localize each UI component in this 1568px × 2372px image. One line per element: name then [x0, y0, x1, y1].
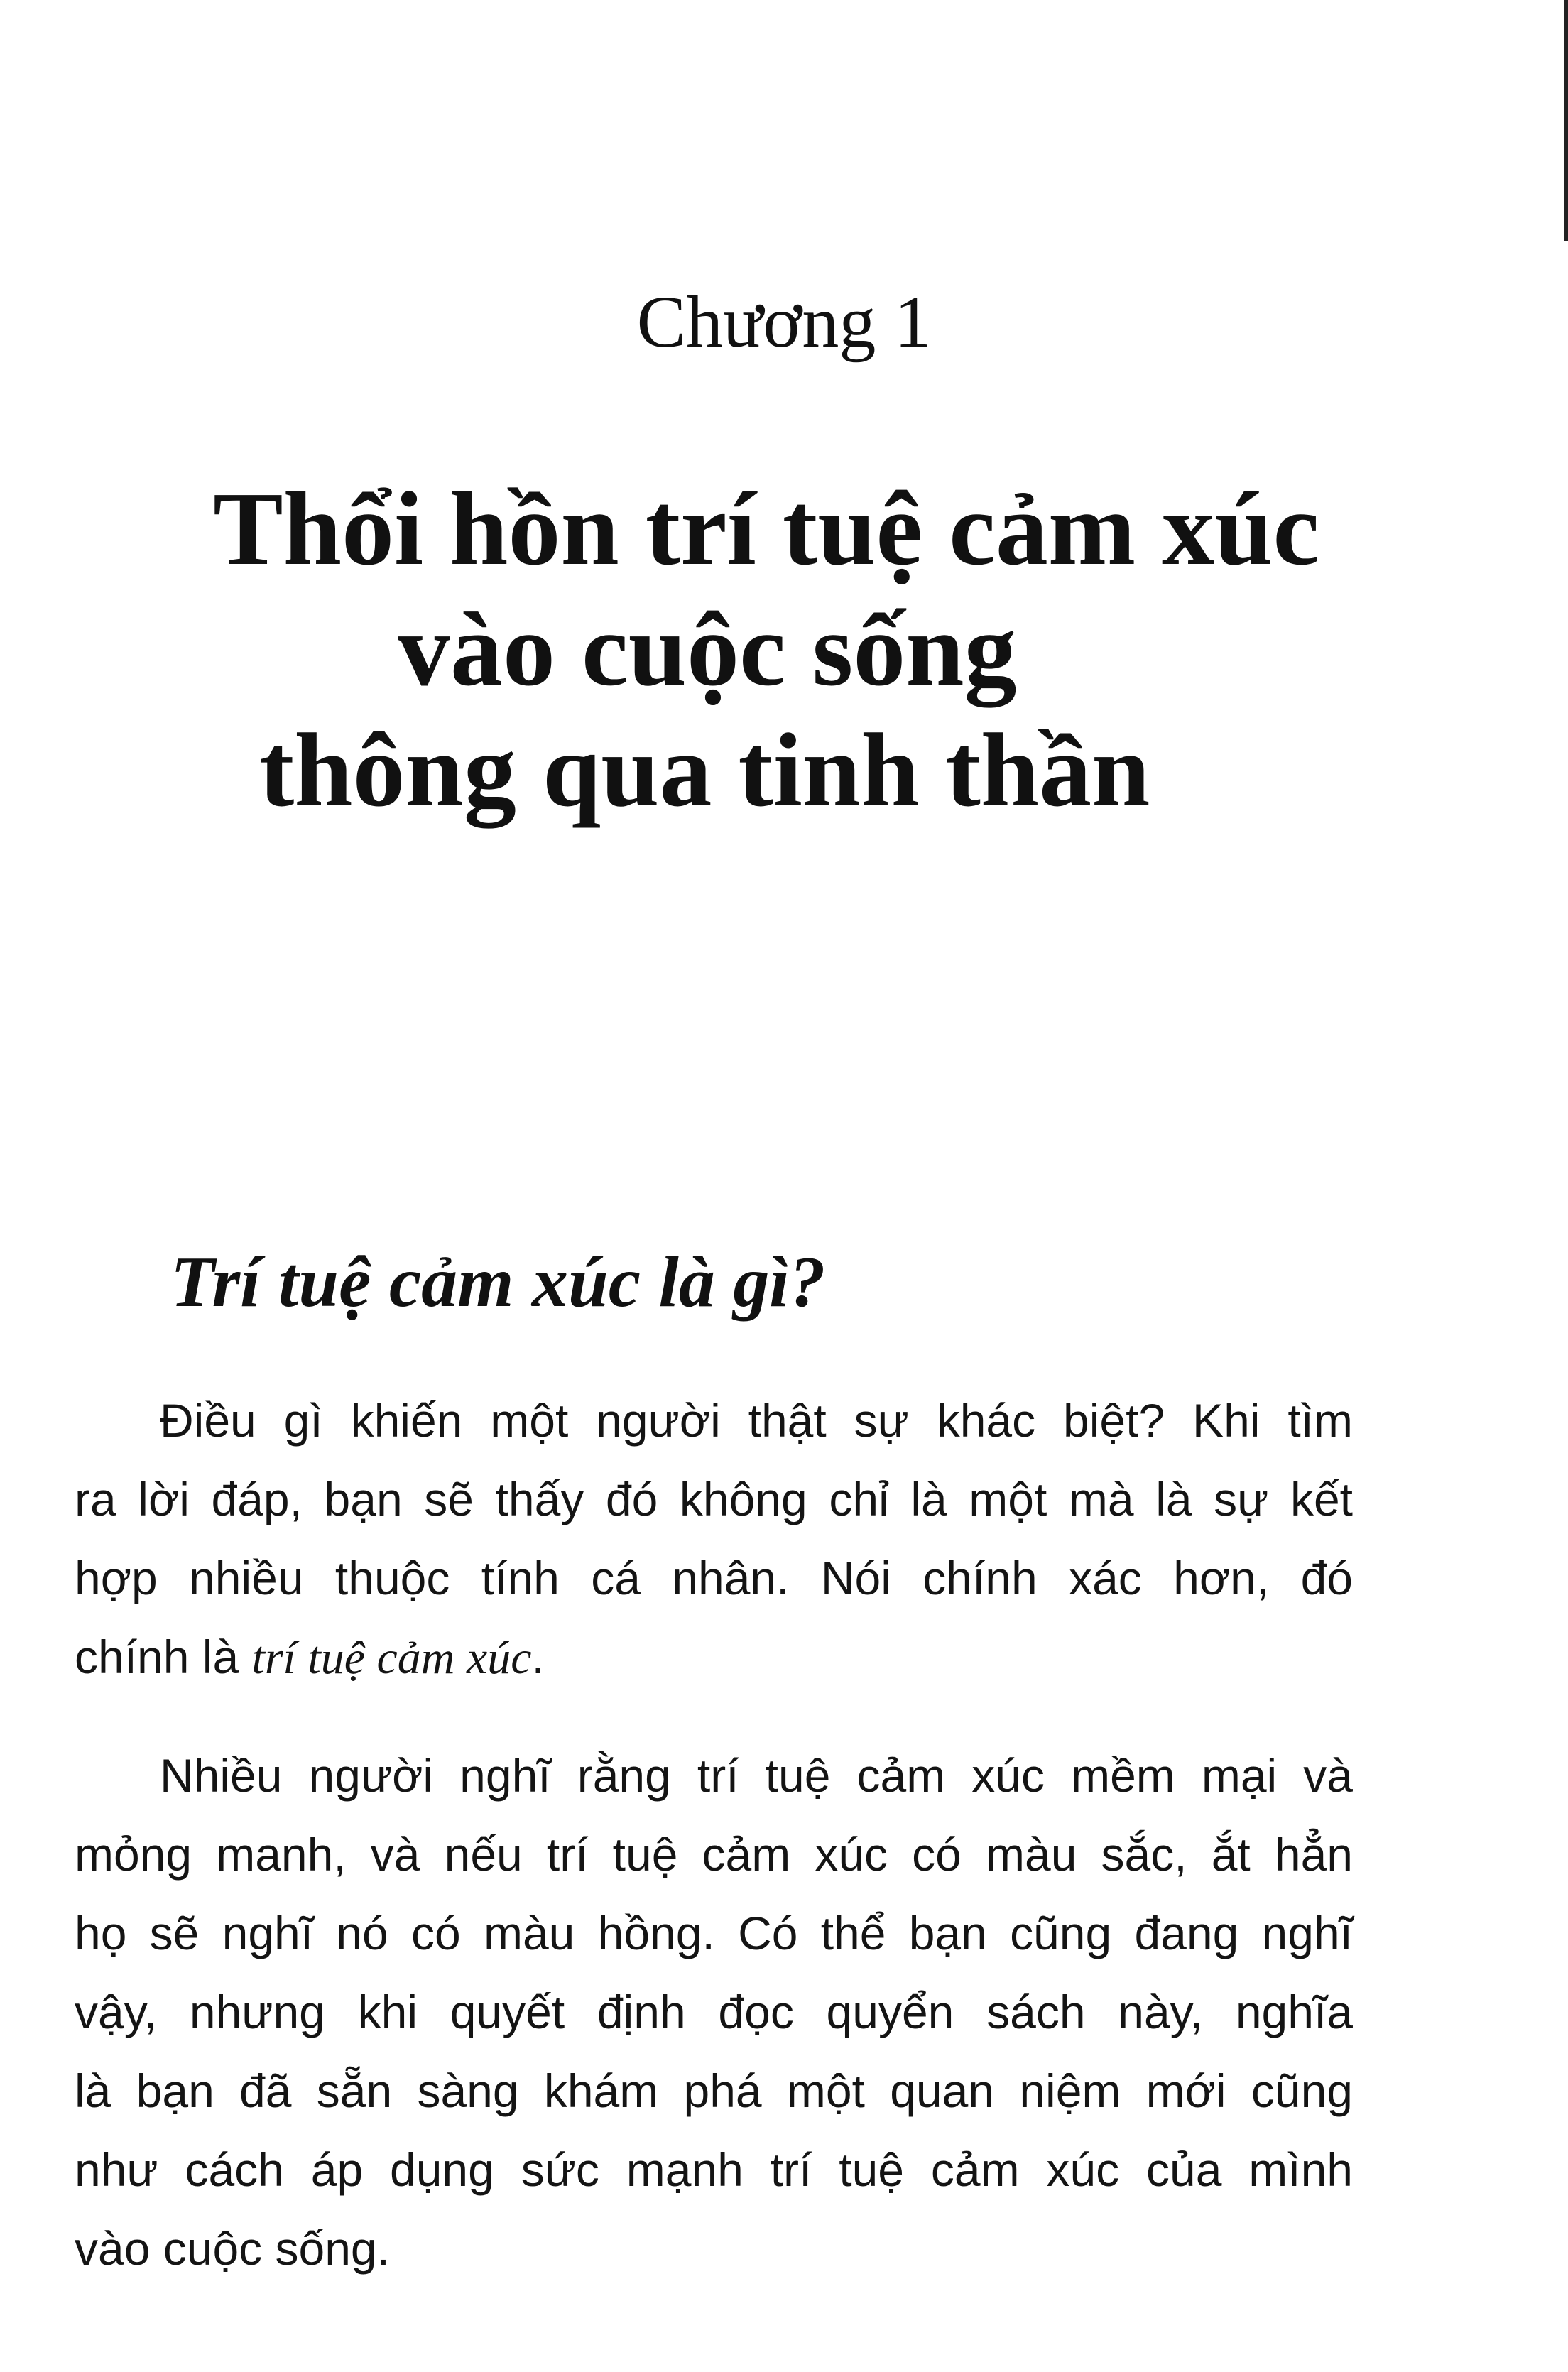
paragraph: [75, 1381, 1353, 1697]
page-edge: [1564, 0, 1568, 241]
chapter-title-line: Thổi hồn trí tuệ cảm xúc: [213, 471, 1320, 587]
paragraph-line: như cách áp dụng sức mạnh trí tuệ cảm xúc của mình: [75, 2143, 1353, 2196]
paragraph-line: họ sẽ nghĩ nó có màu hồng. Có thể bạn cũng đang nghĩ: [75, 1907, 1353, 1959]
chapter-label: Chương 1: [636, 281, 932, 363]
section-heading: Trí tuệ cảm xúc là gì?: [170, 1242, 826, 1322]
chapter-title: [107, 469, 1456, 832]
paragraph-line: vào cuộc sống.: [75, 2222, 390, 2275]
paragraph-line: Điều gì khiến một người thật sự khác biệt? Khi tìm: [160, 1394, 1353, 1447]
paragraph-text: .: [531, 1631, 545, 1683]
paragraph-line: vậy, nhưng khi quyết định đọc quyển sách này, nghĩa: [75, 1986, 1353, 2038]
chapter-title-line: vào cuộc sống: [398, 592, 1017, 709]
emphasized-term: trí tuệ cảm xúc: [251, 1632, 532, 1684]
chapter-title-line: thông qua tinh thần: [259, 712, 1150, 829]
paragraph-text: chính là: [75, 1631, 252, 1683]
paragraph-line: mỏng manh, và nếu trí tuệ cảm xúc có màu sắc, ắt hẳn: [75, 1828, 1353, 1881]
paragraph-line: [75, 1618, 1353, 1697]
paragraph-line: Nhiều người nghĩ rằng trí tuệ cảm xúc mềm mại và: [160, 1749, 1353, 1802]
paragraph-line: ra lời đáp, bạn sẽ thấy đó không chỉ là một mà là sự kết: [75, 1473, 1353, 1525]
paragraph: [75, 1736, 1353, 2288]
paragraph-line: hợp nhiều thuộc tính cá nhân. Nói chính xác hơn, đó: [75, 1552, 1353, 1604]
paragraph-line: là bạn đã sẵn sàng khám phá một quan niệm mới cũng: [75, 2064, 1353, 2117]
